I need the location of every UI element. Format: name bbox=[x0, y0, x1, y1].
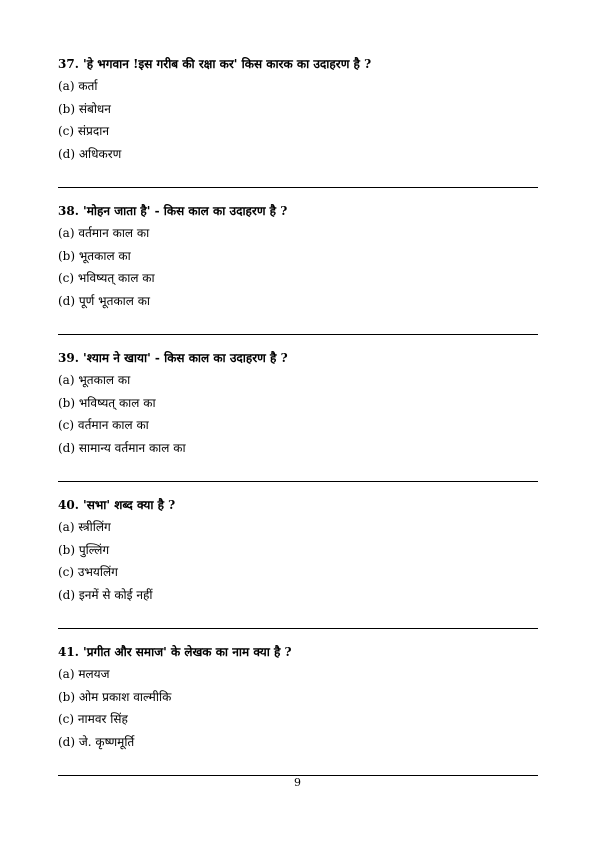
question-37 bbox=[58, 56, 538, 199]
question-title: 38. 'मोहन जाता है' - किस काल का उदाहरण है ? bbox=[58, 204, 288, 218]
option-d: (d) अधिकरण bbox=[58, 146, 122, 161]
question-40 bbox=[58, 497, 538, 640]
divider-line bbox=[58, 481, 538, 482]
option-d: (d) पूर्ण भूतकाल का bbox=[58, 293, 151, 308]
option-b: (b) भूतकाल का bbox=[58, 248, 131, 263]
option-d: (d) सामान्य वर्तमान काल का bbox=[58, 440, 186, 455]
question-41 bbox=[58, 644, 538, 787]
option-b: (b) संबोधन bbox=[58, 101, 111, 116]
option-a: (a) भूतकाल का bbox=[58, 373, 131, 387]
question-list bbox=[58, 52, 538, 787]
question-title: 40. 'सभा' शब्द क्या है ? bbox=[58, 498, 176, 512]
divider-line bbox=[58, 334, 538, 335]
option-a: (a) कर्ता bbox=[58, 79, 98, 93]
question-39 bbox=[58, 350, 538, 493]
option-b: (b) ओम प्रकाश वाल्मीकि bbox=[58, 689, 172, 704]
option-a: (a) मलयज bbox=[58, 667, 110, 681]
question-title: 39. 'श्याम ने खाया' - किस काल का उदाहरण है ? bbox=[58, 351, 288, 365]
page-number: 9 bbox=[294, 776, 301, 789]
option-c: (c) उभयलिंग bbox=[58, 565, 118, 579]
option-d: (d) इनमें से कोई नहीं bbox=[58, 587, 153, 602]
option-a: (a) वर्तमान काल का bbox=[58, 226, 150, 240]
option-b: (b) पुल्लिंग bbox=[58, 542, 110, 557]
option-b: (b) भविष्यत् काल का bbox=[58, 395, 156, 410]
option-c: (c) संप्रदान bbox=[58, 124, 109, 138]
question-38 bbox=[58, 203, 538, 346]
option-c: (c) वर्तमान काल का bbox=[58, 418, 149, 432]
divider-line bbox=[58, 187, 538, 188]
question-title: 37. 'हे भगवान !इस गरीब की रक्षा कर' किस कारक का उदाहरण है ? bbox=[58, 57, 372, 71]
question-title: 41. 'प्रगीत और समाज' के लेखक का नाम क्या है ? bbox=[58, 645, 292, 659]
option-a: (a) स्त्रीलिंग bbox=[58, 520, 111, 534]
option-d: (d) जे. कृष्णमूर्ति bbox=[58, 734, 135, 749]
option-c: (c) नामवर सिंह bbox=[58, 712, 128, 726]
divider-line bbox=[58, 628, 538, 629]
option-c: (c) भविष्यत् काल का bbox=[58, 271, 155, 285]
